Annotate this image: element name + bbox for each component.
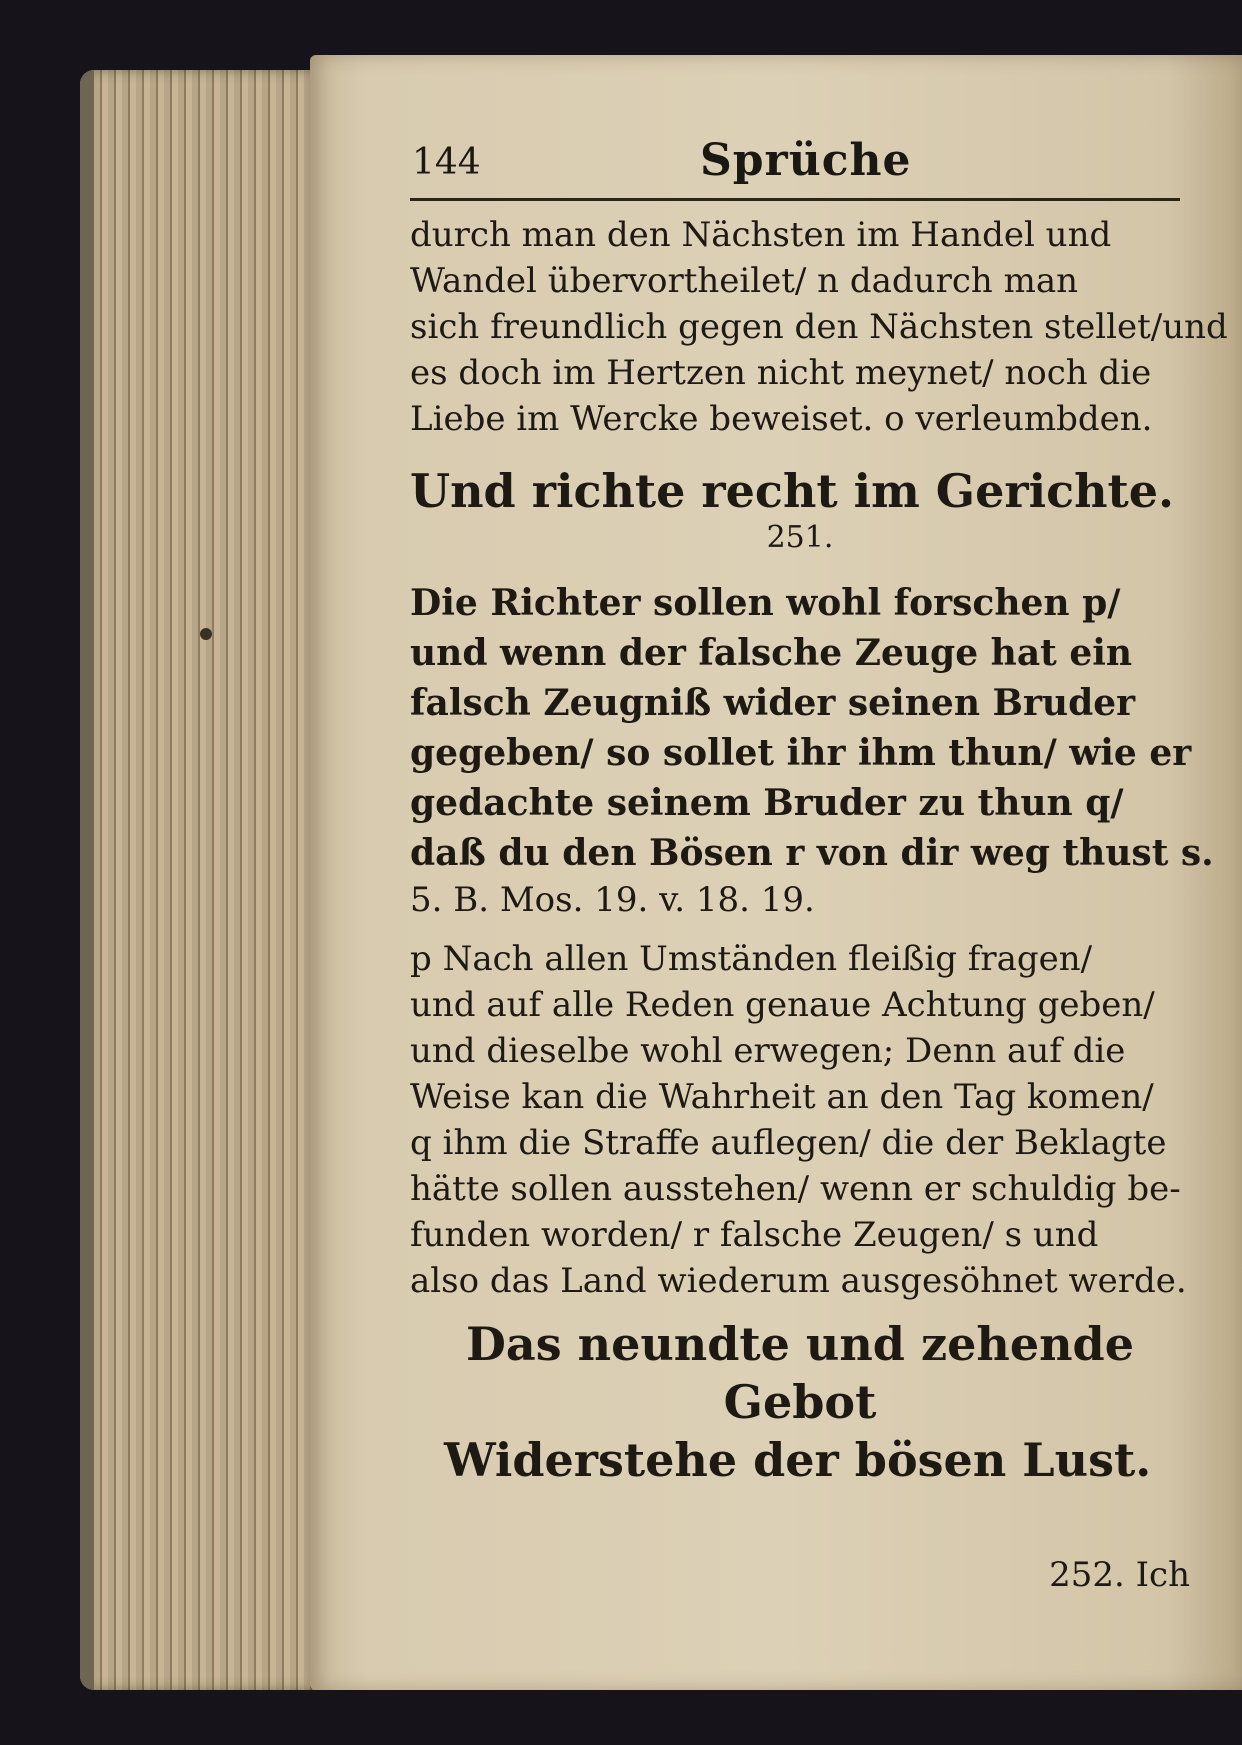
text-line: es doch im Hertzen nicht meynet/ noch die (410, 353, 1152, 393)
note-line: p Nach allen Umständen fleißig fragen/ (410, 939, 1093, 979)
commandment-heading (410, 1315, 1190, 1489)
page-edges (80, 70, 320, 1690)
commandment-title: Das neundte und zehende (466, 1317, 1134, 1371)
note-line: und auf alle Reden genaue Achtung geben/ (410, 985, 1155, 1025)
text-line: sich freundlich gegen den Nächsten stellet/und (410, 307, 1228, 347)
note-line: q ihm die Straffe auflegen/ die der Beklagte (410, 1123, 1167, 1163)
verse-text (410, 578, 1214, 922)
text-line: Wandel übervortheilet/ n dadurch man (410, 261, 1078, 301)
running-title: Sprüche (700, 135, 912, 186)
verse-line: Die Richter sollen wohl forschen p/ (410, 582, 1121, 624)
note-line: Weise kan die Wahrheit an den Tag komen/ (410, 1077, 1154, 1117)
verse-line: gegeben/ so sollet ihr ihm thun/ wie er (410, 732, 1192, 774)
text-block-1 (410, 212, 1228, 442)
commandment-subtitle: Widerstehe der bösen Lust. (444, 1433, 1152, 1487)
book-spine-edge (80, 70, 94, 1690)
verse-line: daß du den Bösen r von dir weg thust s. (410, 832, 1214, 874)
section-heading: Und richte recht im Gerichte. (410, 464, 1175, 518)
note-line: funden worden/ r falsche Zeugen/ s und (410, 1215, 1099, 1255)
section-heading-block (410, 462, 1190, 556)
text-line: durch man den Nächsten im Handel und (410, 215, 1112, 255)
verse-reference: 5. B. Mos. 19. v. 18. 19. (410, 880, 815, 920)
commandment-gebot: Gebot (723, 1375, 877, 1429)
header-rule (410, 198, 1180, 201)
verse-line: und wenn der falsche Zeuge hat ein (410, 632, 1133, 674)
notes-block (410, 936, 1190, 1304)
page-number: 144 (412, 142, 481, 183)
verse-line: falsch Zeugniß wider seinen Bruder (410, 682, 1136, 724)
verse-number: 251. (766, 520, 834, 555)
note-line: also das Land wiederum ausgesöhnet werde. (410, 1261, 1187, 1301)
note-line: und dieselbe wohl erwegen; Denn auf die (410, 1031, 1126, 1071)
ink-spot (200, 628, 212, 640)
text-line: Liebe im Wercke beweiset. o verleumbden. (410, 399, 1153, 439)
verse-line: gedachte seinem Bruder zu thun q/ (410, 782, 1124, 824)
catchword: 252. Ich (1049, 1555, 1190, 1595)
note-line: hätte sollen ausstehen/ wenn er schuldig be- (410, 1169, 1181, 1209)
